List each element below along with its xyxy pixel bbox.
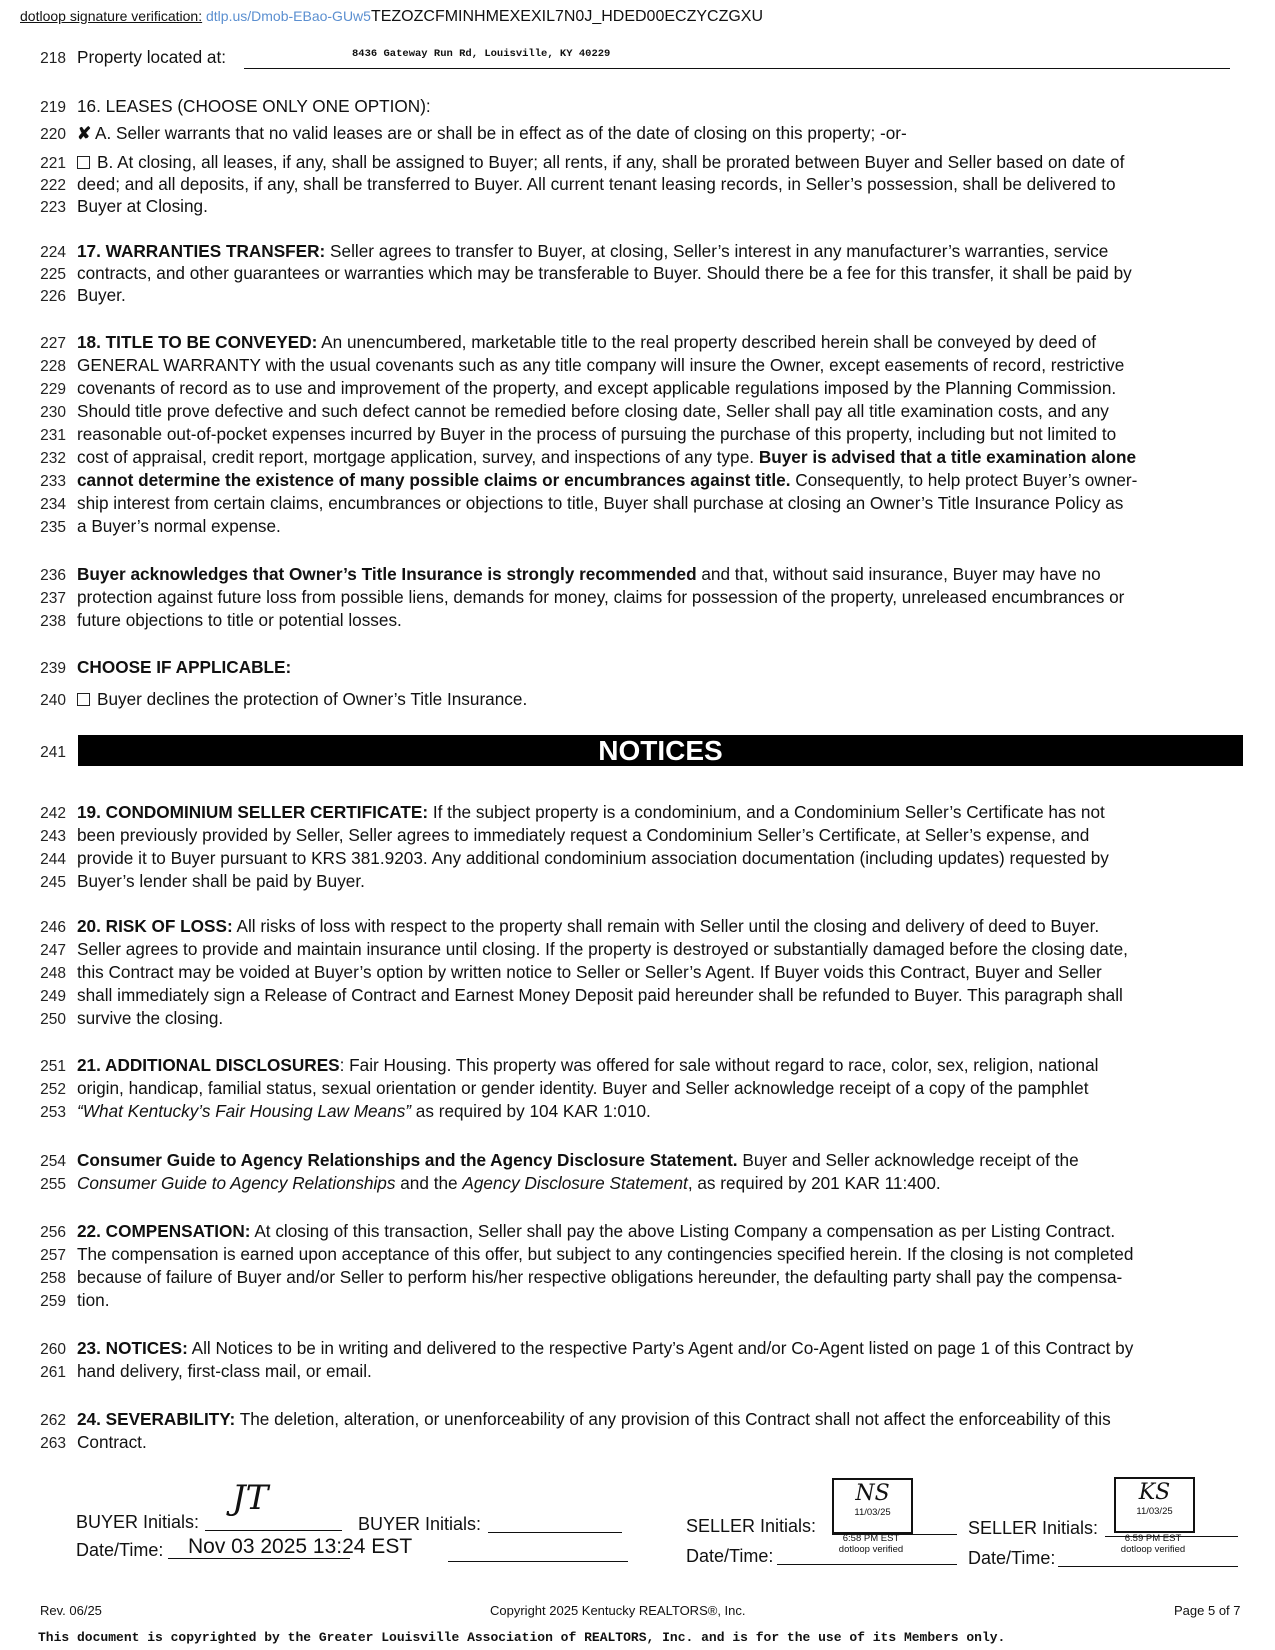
- line-number: 249: [40, 988, 66, 1005]
- line-text: reasonable out-of-pocket expenses incurred by Buyer in the process of pursuing the purchase of this property, including but not limited to: [77, 424, 1117, 444]
- line-text: ship interest from certain claims, encumbrances or objections to title, Buyer shall purchase at closing an Owner’s Title Insurance Policy as: [77, 493, 1124, 513]
- line-number: 245: [40, 874, 66, 891]
- property-address: 8436 Gateway Run Rd, Louisville, KY 40229: [352, 48, 611, 60]
- seller-stamp-date: 11/03/25: [1136, 1506, 1173, 1517]
- line-text: shall immediately sign a Release of Contract and Earnest Money Deposit paid hereunder shall be refunded to Buyer. This paragraph shall: [77, 985, 1123, 1005]
- line-number: 223: [40, 199, 66, 216]
- line-number: 235: [40, 519, 66, 536]
- buyer-date-value: Nov 03 2025 13:24 EST: [188, 1535, 413, 1558]
- line-number: 246: [40, 919, 66, 936]
- line-text: as required by 104 KAR 1:010.: [411, 1101, 651, 1121]
- line-233: [36, 469, 1137, 493]
- line-258: [36, 1266, 1122, 1290]
- line-text: and the: [395, 1173, 463, 1193]
- property-underline: [244, 68, 1230, 69]
- line-number: 248: [40, 965, 66, 982]
- line-text: hand delivery, first-class mail, or email.: [77, 1361, 372, 1381]
- line-number: 225: [40, 266, 66, 283]
- line-number: 260: [40, 1341, 66, 1358]
- line-243: [36, 824, 1089, 848]
- line-text: An unencumbered, marketable title to the real property described herein shall be conveyed by deed of: [317, 332, 1097, 352]
- footer-revision: Rev. 06/25: [40, 1603, 102, 1618]
- line-text: CHOOSE IF APPLICABLE:: [77, 657, 292, 677]
- line-219: [36, 95, 431, 119]
- line-number: 229: [40, 381, 66, 398]
- line-238: [36, 609, 402, 633]
- line-text: B. At closing, all leases, if any, shall be assigned to Buyer; all rents, if any, shall be prorated between Buyer and Seller based on date of: [97, 152, 1125, 172]
- line-222: [36, 173, 1116, 197]
- seller-stamp-1: [832, 1478, 913, 1534]
- verification-header: [20, 8, 763, 26]
- line-227: [36, 331, 1096, 355]
- line-number: 237: [40, 590, 66, 607]
- line-255: [36, 1172, 941, 1196]
- document-id: TEZOZCFMINHMEXEXIL7N0J_HDED00ECZYCZGXU: [370, 8, 764, 25]
- line-text: Seller agrees to transfer to Buyer, at closing, Seller’s interest in any manufacturer’s warranties, service: [325, 241, 1109, 261]
- line-number: 231: [40, 427, 66, 444]
- seller-stamp-2-sub: [1098, 1533, 1208, 1555]
- line-number: 263: [40, 1435, 66, 1452]
- seller-stamp-initials: KS: [1138, 1480, 1171, 1505]
- line-229: [36, 377, 1116, 401]
- line-text: 21. ADDITIONAL DISCLOSURES: [77, 1055, 340, 1075]
- buyer-date-line-2[interactable]: [448, 1561, 628, 1562]
- line-number: 262: [40, 1412, 66, 1429]
- line-number: 257: [40, 1247, 66, 1264]
- line-text: All risks of loss with respect to the property shall remain with Seller until the closing and delivery of deed to Buyer.: [232, 916, 1100, 936]
- date-time-label-4: Date/Time:: [968, 1548, 1056, 1568]
- line-text: tion.: [77, 1290, 110, 1310]
- verification-label: dotloop signature verification:: [20, 8, 203, 24]
- line-number: 247: [40, 942, 66, 959]
- line-number: 258: [40, 1270, 66, 1287]
- line-249: [36, 984, 1123, 1008]
- checkbox-empty[interactable]: [77, 156, 90, 169]
- buyer-initials-line-2[interactable]: [488, 1532, 622, 1533]
- line-text: covenants of record as to use and improvement of the property, and except applicable regulations imposed by the Planning Commission.: [77, 378, 1117, 398]
- line-text: 24. SEVERABILITY:: [77, 1409, 236, 1429]
- line-number: 222: [40, 177, 66, 194]
- line-number: 226: [40, 288, 66, 305]
- line-text: future objections to title or potential losses.: [77, 610, 402, 630]
- line-text: The deletion, alteration, or unenforceability of any provision of this Contract shall not affect the enforceability of this: [235, 1409, 1111, 1429]
- line-number: 244: [40, 851, 66, 868]
- line-223: [36, 195, 208, 219]
- line-text: Buyer.: [77, 285, 126, 305]
- line-220: [36, 122, 907, 146]
- line-text: cost of appraisal, credit report, mortgage application, survey, and inspections of any type.: [77, 447, 759, 467]
- line-number: 241: [40, 744, 66, 761]
- line-text: Should title prove defective and such defect cannot be remedied before closing date, Seller shall pay all title examination costs, and any: [77, 401, 1109, 421]
- line-224: [36, 240, 1108, 264]
- line-260: [36, 1337, 1133, 1361]
- line-226: [36, 284, 126, 308]
- seller-initials-label-1: SELLER Initials:: [686, 1516, 817, 1536]
- line-259: [36, 1289, 110, 1313]
- line-text: 22. COMPENSATION:: [77, 1221, 251, 1241]
- line-text: Seller agrees to provide and maintain insurance until closing. If the property is destroyed or substantially damaged before the closing date,: [77, 939, 1128, 959]
- footer-copyright-notice: This document is copyrighted by the Greater Louisville Association of REALTORS, Inc. and is for the use of its Members only.: [38, 1630, 1006, 1645]
- property-label: Property located at:: [77, 47, 227, 67]
- line-text: GENERAL WARRANTY with the usual covenants such as any title company will insure the Owner, except easements of record, restrictive: [77, 355, 1125, 375]
- line-248: [36, 961, 1102, 985]
- seller-stamp-time: 6:59 PM EST: [1124, 1533, 1182, 1544]
- line-number: 238: [40, 613, 66, 630]
- buyer-initials-line-1[interactable]: [205, 1530, 342, 1531]
- line-number: 233: [40, 473, 66, 490]
- line-240: [36, 688, 527, 712]
- line-250: [36, 1007, 223, 1031]
- line-241: [36, 740, 77, 764]
- line-239: [36, 656, 291, 680]
- notices-bar: NOTICES: [78, 735, 1243, 766]
- line-253: [36, 1100, 651, 1124]
- line-252: [36, 1077, 1088, 1101]
- line-text: contracts, and other guarantees or warranties which may be transferable to Buyer. Should there be a fee for this transfer, it shall be paid by: [77, 263, 1132, 283]
- line-number: 242: [40, 805, 66, 822]
- seller-stamp-verified: dotloop verified: [1120, 1544, 1186, 1555]
- line-text: Consumer Guide to Agency Relationships: [77, 1173, 396, 1193]
- checkbox-checked-icon[interactable]: ✘: [77, 123, 92, 143]
- seller-stamp-1-sub: [816, 1533, 926, 1555]
- line-number: 250: [40, 1011, 66, 1028]
- line-254: [36, 1149, 1079, 1173]
- line-236: [36, 563, 1101, 587]
- line-text: 19. CONDOMINIUM SELLER CERTIFICATE:: [77, 802, 429, 822]
- seller-date-line-1[interactable]: [777, 1564, 957, 1565]
- line-text: protection against future loss from possible liens, demands for money, claims for possession of the property, unreleased encumbrances or: [77, 587, 1125, 607]
- line-text: “What Kentucky’s Fair Housing Law Means”: [77, 1101, 412, 1121]
- seller-stamp-date: 11/03/25: [854, 1507, 891, 1518]
- line-number: 218: [40, 50, 66, 67]
- seller-stamp-verified: dotloop verified: [838, 1544, 904, 1555]
- line-text: Buyer is advised that a title examination alone: [758, 447, 1137, 467]
- line-text: If the subject property is a condominium, and a Condominium Seller’s Certificate has not: [428, 802, 1105, 822]
- line-230: [36, 400, 1109, 424]
- line-number: 259: [40, 1293, 66, 1310]
- line-text: 17. WARRANTIES TRANSFER:: [77, 241, 326, 261]
- line-228: [36, 354, 1124, 378]
- line-text: this Contract may be voided at Buyer’s option by written notice to Seller or Seller’s Agent. If Buyer voids this Contract, Buyer and Seller: [77, 962, 1102, 982]
- checkbox-empty[interactable]: [77, 693, 90, 706]
- line-text: cannot determine the existence of many possible claims or encumbrances against title.: [77, 470, 791, 490]
- line-text: 16. LEASES (CHOOSE ONLY ONE OPTION):: [77, 96, 431, 116]
- line-221: [36, 151, 1124, 175]
- buyer-initials-signature: JT: [232, 1478, 269, 1518]
- line-number: 253: [40, 1104, 66, 1121]
- line-text: origin, handicap, familial status, sexual orientation or gender identity. Buyer and Seller acknowledge receipt of a copy of the pamphlet: [77, 1078, 1089, 1098]
- line-218: [36, 46, 226, 70]
- line-text: The compensation is earned upon acceptance of this offer, but subject to any contingencies specified herein. If the closing is not completed: [77, 1244, 1134, 1264]
- line-number: 243: [40, 828, 66, 845]
- line-number: 240: [40, 692, 66, 709]
- line-text: and that, without said insurance, Buyer may have no: [696, 564, 1101, 584]
- buyer-initials-label-2: BUYER Initials:: [358, 1514, 482, 1534]
- line-text: deed; and all deposits, if any, shall be transferred to Buyer. All current tenant leasing records, in Seller’s possession, shall be delivered to: [77, 174, 1116, 194]
- line-text: 23. NOTICES:: [77, 1338, 188, 1358]
- line-text: Agency Disclosure Statement: [462, 1173, 688, 1193]
- line-number: 230: [40, 404, 66, 421]
- line-232: [36, 446, 1136, 470]
- line-number: 239: [40, 660, 66, 677]
- line-number: 224: [40, 244, 66, 261]
- line-256: [36, 1220, 1115, 1244]
- seller-stamp-time: 6:58 PM EST: [842, 1533, 900, 1544]
- line-245: [36, 870, 365, 894]
- line-number: 220: [40, 126, 66, 143]
- line-number: 221: [40, 155, 66, 172]
- line-237: [36, 586, 1124, 610]
- verification-link[interactable]: dtlp.us/Dmob-EBao-GUw5: [206, 8, 371, 24]
- footer-copyright: Copyright 2025 Kentucky REALTORS®, Inc.: [490, 1603, 746, 1618]
- line-text: Buyer declines the protection of Owner’s Title Insurance.: [97, 689, 528, 709]
- line-234: [36, 492, 1123, 516]
- line-number: 251: [40, 1058, 66, 1075]
- line-text: survive the closing.: [77, 1008, 224, 1028]
- line-247: [36, 938, 1128, 962]
- buyer-initials-label-1: BUYER Initials:: [76, 1512, 200, 1532]
- line-242: [36, 801, 1105, 825]
- seller-initials-label-2: SELLER Initials:: [968, 1518, 1099, 1538]
- line-text: Consumer Guide to Agency Relationships and the Agency Disclosure Statement.: [77, 1150, 738, 1170]
- line-number: 255: [40, 1176, 66, 1193]
- line-225: [36, 262, 1132, 286]
- line-257: [36, 1243, 1133, 1267]
- footer-page-number: Page 5 of 7: [1174, 1603, 1241, 1618]
- line-text: Buyer’s lender shall be paid by Buyer.: [77, 871, 365, 891]
- line-number: 227: [40, 335, 66, 352]
- line-235: [36, 515, 281, 539]
- line-text: Buyer and Seller acknowledge receipt of the: [737, 1150, 1079, 1170]
- line-262: [36, 1408, 1111, 1432]
- seller-stamp-initials: NS: [855, 1481, 890, 1506]
- line-number: 228: [40, 358, 66, 375]
- line-number: 254: [40, 1153, 66, 1170]
- line-text: Consequently, to help protect Buyer’s owner-: [790, 470, 1138, 490]
- line-number: 236: [40, 567, 66, 584]
- line-number: 256: [40, 1224, 66, 1241]
- line-text: because of failure of Buyer and/or Seller to perform his/her respective obligations hereunder, the defaulting party shall pay the compensa-: [77, 1267, 1123, 1287]
- line-text: , as required by 201 KAR 11:400.: [687, 1173, 941, 1193]
- seller-stamp-2: [1114, 1477, 1195, 1533]
- line-text: 20. RISK OF LOSS:: [77, 916, 233, 936]
- line-number: 219: [40, 99, 66, 116]
- line-text: provide it to Buyer pursuant to KRS 381.9203. Any additional condominium association documentation (including updates) requested by: [77, 848, 1109, 868]
- line-text: a Buyer’s normal expense.: [77, 516, 281, 536]
- line-244: [36, 847, 1109, 871]
- line-text: 18. TITLE TO BE CONVEYED:: [77, 332, 318, 352]
- line-263: [36, 1431, 147, 1455]
- line-number: 252: [40, 1081, 66, 1098]
- line-number: 234: [40, 496, 66, 513]
- line-text: A. Seller warrants that no valid leases are or shall be in effect as of the date of closing on this property; -or-: [95, 123, 907, 143]
- line-231: [36, 423, 1116, 447]
- line-number: 261: [40, 1364, 66, 1381]
- line-text: All Notices to be in writing and delivered to the respective Party’s Agent and/or Co-Agent listed on page 1 of this Contract by: [187, 1338, 1134, 1358]
- line-number: 232: [40, 450, 66, 467]
- line-246: [36, 915, 1099, 939]
- line-251: [36, 1054, 1098, 1078]
- line-text: Buyer acknowledges that Owner’s Title Insurance is strongly recommended: [77, 564, 697, 584]
- line-text: Contract.: [77, 1432, 147, 1452]
- date-time-label-3: Date/Time:: [686, 1546, 774, 1566]
- line-261: [36, 1360, 372, 1384]
- line-text: At closing of this transaction, Seller shall pay the above Listing Company a compensation as per Listing Contract.: [250, 1221, 1116, 1241]
- line-text: : Fair Housing. This property was offered for sale without regard to race, color, sex, religion, national: [339, 1055, 1099, 1075]
- line-text: been previously provided by Seller, Seller agrees to immediately request a Condominium Seller’s Certificate, at Seller’s expense, and: [77, 825, 1090, 845]
- line-text: Buyer at Closing.: [77, 196, 208, 216]
- date-time-label-1: Date/Time:: [76, 1540, 164, 1560]
- seller-date-line-2[interactable]: [1058, 1566, 1238, 1567]
